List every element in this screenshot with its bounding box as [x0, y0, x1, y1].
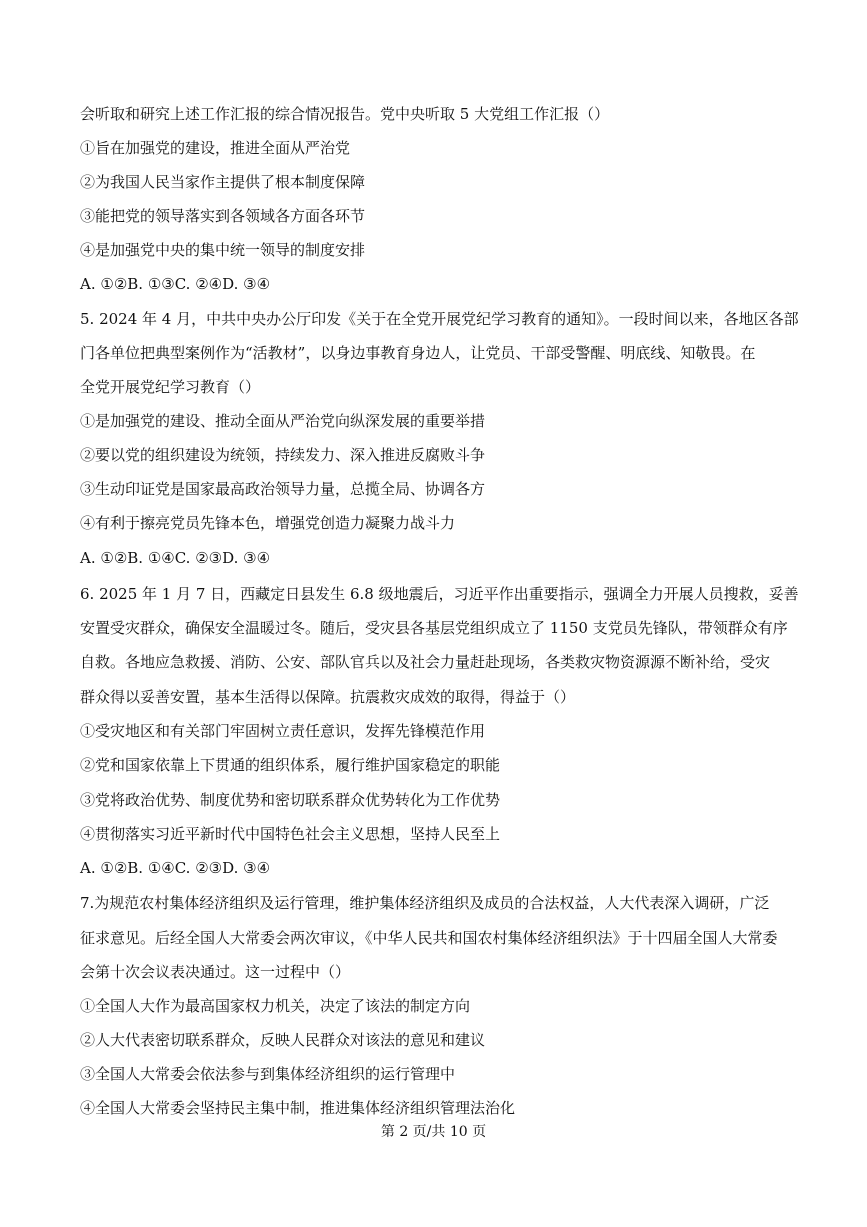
option-line: ④有利于擦亮党员先锋本色，增强党创造力凝聚力战斗力	[80, 514, 456, 532]
question-6-text: 群众得以妥善安置，基本生活得以保障。抗震救灾成效的取得，得益于（）	[80, 688, 576, 706]
option-line: ③能把党的领导落实到各领域各方面各环节	[80, 207, 366, 225]
option-line: ③党将政治优势、制度优势和密切联系群众优势转化为工作优势	[80, 791, 501, 809]
option-line: ②为我国人民当家作主提供了根本制度保障	[80, 173, 366, 191]
option-line: ②党和国家依靠上下贯通的组织体系，履行维护国家稳定的职能	[80, 756, 501, 774]
option-line: ②要以党的组织建设为统领，持续发力、深入推进反腐败斗争	[80, 446, 486, 464]
option-line: ④贯彻落实习近平新时代中国特色社会主义思想，坚持人民至上	[80, 825, 501, 843]
option-line: ①受灾地区和有关部门牢固树立责任意识，发挥先锋模范作用	[80, 722, 486, 740]
question-6-text: 自救。各地应急救援、消防、公安、部队官兵以及社会力量赶赴现场，各类救灾物资源源不断补给，受灾	[80, 653, 771, 671]
question-7-text: 7.为规范农村集体经济组织及运行管理，维护集体经济组织及成员的合法权益，人大代表深入调研，广泛	[80, 894, 770, 912]
question-7-text: 会第十次会议表决通过。这一过程中（）	[80, 963, 351, 981]
option-line: ③生动印证党是国家最高政治领导力量，总揽全局、协调各方	[80, 480, 486, 498]
option-line: ④全国人大常委会坚持民主集中制，推进集体经济组织管理法治化	[80, 1099, 516, 1117]
text-line: 会听取和研究上述工作汇报的综合情况报告。党中央听取 5 大党组工作汇报（）	[80, 105, 610, 123]
question-6-text: 6. 2025 年 1 月 7 日，西藏定日县发生 6.8 级地震后，习近平作出重要指示，强调全力开展人员搜救，妥善	[80, 585, 799, 603]
question-7-text: 征求意见。后经全国人大常委会两次审议，《中华人民共和国农村集体经济组织法》于十四届全国人大常委	[80, 929, 778, 947]
option-line: ①全国人大作为最高国家权力机关，决定了该法的制定方向	[80, 997, 471, 1015]
option-line: ①旨在加强党的建设，推进全面从严治党	[80, 139, 351, 157]
page-footer: 第 2 页/共 10 页	[380, 1124, 487, 1140]
option-line: ③全国人大常委会依法参与到集体经济组织的运行管理中	[80, 1065, 456, 1083]
question-5-text: 全党开展党纪学习教育（）	[80, 378, 261, 396]
question-5-text: 门各单位把典型案例作为“活教材”，以身边事教育身边人，让党员、干部受警醒、明底线、知敬畏。在	[80, 344, 756, 362]
question-6-text: 安置受灾群众，确保安全温暖过冬。随后，受灾县各基层党组织成立了 1150 支党员先锋队，带领群众有序	[80, 619, 788, 637]
question-5-text: 5. 2024 年 4 月，中共中央办公厅印发《关于在全党开展党纪学习教育的通知》。一段时间以来，各地区各部	[80, 310, 799, 328]
option-line: ②人大代表密切联系群众，反映人民群众对该法的意见和建议	[80, 1031, 486, 1049]
answer-choices: A. ①②B. ①③C. ②④D. ③④	[80, 275, 271, 293]
answer-choices: A. ①②B. ①④C. ②③D. ③④	[80, 859, 271, 877]
answer-choices: A. ①②B. ①④C. ②③D. ③④	[80, 549, 271, 567]
option-line: ①是加强党的建设、推动全面从严治党向纵深发展的重要举措	[80, 412, 486, 430]
option-line: ④是加强党中央的集中统一领导的制度安排	[80, 241, 366, 259]
